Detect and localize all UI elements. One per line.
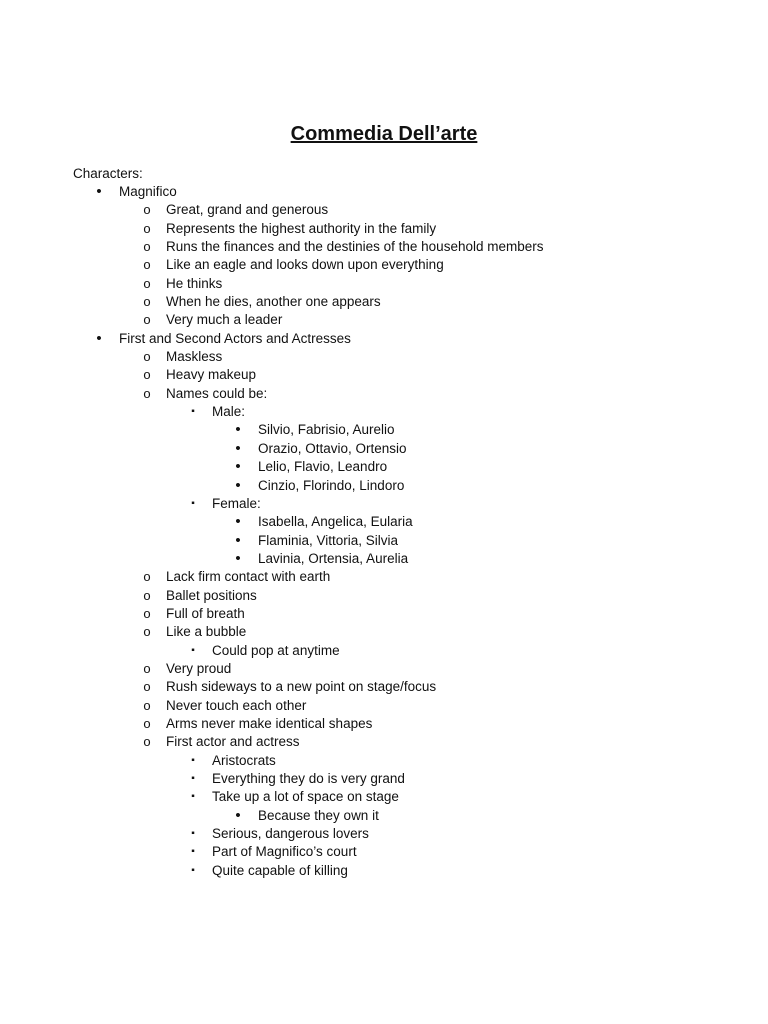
circle-icon: o: [143, 734, 151, 750]
list-item: [0, 623, 768, 641]
list-item: [0, 697, 768, 715]
list-item-text: When he dies, another one appears: [166, 294, 381, 310]
list-item-text: Could pop at anytime: [212, 642, 340, 658]
circle-icon: o: [143, 349, 151, 365]
circle-icon: o: [143, 385, 151, 401]
circle-icon: o: [143, 697, 151, 713]
list-item-text: Arms never make identical shapes: [166, 715, 373, 731]
list-item: [0, 403, 768, 421]
square-icon: ▪: [191, 791, 195, 803]
page-title: Commedia Dell’arte: [290, 123, 478, 145]
list-item-text: Isabella, Angelica, Eularia: [258, 514, 413, 530]
list-item: [0, 513, 768, 531]
list-item: [0, 311, 768, 329]
list-item: [0, 421, 768, 439]
circle-icon: o: [143, 660, 151, 676]
circle-icon: o: [143, 294, 151, 310]
list-item: [0, 843, 768, 861]
list-item-text: First and Second Actors and Actresses: [119, 330, 351, 346]
list-item: [0, 587, 768, 605]
list-item-text: Represents the highest authority in the family: [166, 220, 437, 236]
list-item: [0, 495, 768, 513]
bullet-icon: •: [235, 476, 241, 494]
bullet-icon: •: [235, 513, 241, 531]
list-item-text: Because they own it: [258, 807, 379, 823]
list-item-text: Like a bubble: [166, 624, 247, 640]
list-item-text: He thinks: [166, 275, 223, 291]
square-icon: ▪: [191, 406, 195, 418]
list-item-text: Take up a lot of space on stage: [212, 789, 399, 805]
list-item-text: First actor and actress: [166, 734, 300, 750]
square-icon: ▪: [191, 846, 195, 858]
list-item: [0, 678, 768, 696]
list-item: [0, 256, 768, 274]
list-item-text: Great, grand and generous: [166, 202, 329, 218]
list-item: [0, 348, 768, 366]
circle-icon: o: [143, 605, 151, 621]
list-item: [0, 642, 768, 660]
bullet-icon: •: [235, 421, 241, 439]
list-item-text: Very proud: [166, 660, 232, 676]
list-item: [0, 220, 768, 238]
bullet-icon: •: [235, 531, 241, 549]
outline-list: [0, 183, 768, 880]
list-item-text: Heavy makeup: [166, 367, 257, 383]
bullet-icon: •: [235, 458, 241, 476]
list-item-text: Maskless: [166, 349, 223, 365]
list-item-text: Full of breath: [166, 605, 245, 621]
list-item: [0, 660, 768, 678]
list-item: [0, 568, 768, 586]
list-item: [0, 532, 768, 550]
bullet-icon: •: [235, 439, 241, 457]
list-item: [0, 385, 768, 403]
list-item-text: Runs the finances and the destinies of the household members: [166, 239, 544, 255]
bullet-icon: •: [235, 806, 241, 824]
list-item: [0, 733, 768, 751]
list-item: [0, 477, 768, 495]
list-item-text: Flaminia, Vittoria, Silvia: [258, 532, 399, 548]
list-item: [0, 715, 768, 733]
list-item-text: Lavinia, Ortensia, Aurelia: [258, 550, 409, 566]
list-item-text: Magnifico: [119, 184, 177, 199]
list-item-text: Serious, dangerous lovers: [212, 826, 369, 842]
list-item: [0, 825, 768, 843]
bullet-icon: •: [96, 183, 102, 200]
circle-icon: o: [143, 569, 151, 585]
list-item: [0, 238, 768, 256]
list-item-text: Cinzio, Florindo, Lindoro: [258, 477, 405, 493]
circle-icon: o: [143, 367, 151, 383]
list-item-text: Part of Magnifico’s court: [212, 844, 357, 860]
list-item: [0, 458, 768, 476]
list-item: [0, 788, 768, 806]
bullet-icon: •: [235, 549, 241, 567]
list-item: [0, 366, 768, 384]
list-item-text: Like an eagle and looks down upon everything: [166, 257, 444, 273]
list-item-text: Names could be:: [166, 385, 268, 401]
square-icon: ▪: [191, 828, 195, 840]
list-item: [0, 770, 768, 788]
list-item: [0, 201, 768, 219]
circle-icon: o: [143, 202, 151, 218]
list-item-text: Very much a leader: [166, 312, 283, 328]
list-item-text: Silvio, Fabrisio, Aurelio: [258, 422, 395, 438]
bullet-icon: •: [96, 329, 102, 347]
square-icon: ▪: [191, 773, 195, 784]
circle-icon: o: [143, 257, 151, 273]
list-item-text: Ballet positions: [166, 587, 257, 603]
section-heading: Characters:: [73, 166, 143, 181]
list-item: [0, 807, 768, 825]
list-item: [0, 293, 768, 311]
list-item: [0, 605, 768, 623]
circle-icon: o: [143, 239, 151, 255]
circle-icon: o: [143, 220, 151, 236]
list-item-text: Aristocrats: [212, 752, 276, 768]
square-icon: ▪: [191, 497, 195, 509]
circle-icon: o: [143, 679, 151, 695]
list-item-text: Orazio, Ottavio, Ortensio: [258, 440, 407, 456]
list-item-text: Lelio, Flavio, Leandro: [258, 459, 388, 475]
list-item-text: Rush sideways to a new point on stage/focus: [166, 679, 437, 695]
list-item: [0, 862, 768, 880]
square-icon: ▪: [191, 644, 195, 656]
list-item: [0, 440, 768, 458]
list-item-text: Quite capable of killing: [212, 862, 348, 878]
list-item-text: Female:: [212, 495, 261, 511]
square-icon: ▪: [191, 754, 195, 766]
list-item-text: Lack firm contact with earth: [166, 569, 331, 585]
circle-icon: o: [143, 715, 151, 731]
list-item: [0, 330, 768, 348]
list-item: [0, 275, 768, 293]
list-item-text: Male:: [212, 404, 246, 420]
list-item-text: Never touch each other: [166, 697, 307, 713]
list-item: [0, 752, 768, 770]
list-item: [0, 550, 768, 568]
circle-icon: o: [143, 587, 151, 603]
circle-icon: o: [143, 312, 151, 328]
list-item: [0, 183, 768, 201]
square-icon: ▪: [191, 864, 195, 876]
circle-icon: o: [143, 275, 151, 291]
list-item-text: Everything they do is very grand: [212, 771, 405, 786]
circle-icon: o: [143, 624, 151, 640]
